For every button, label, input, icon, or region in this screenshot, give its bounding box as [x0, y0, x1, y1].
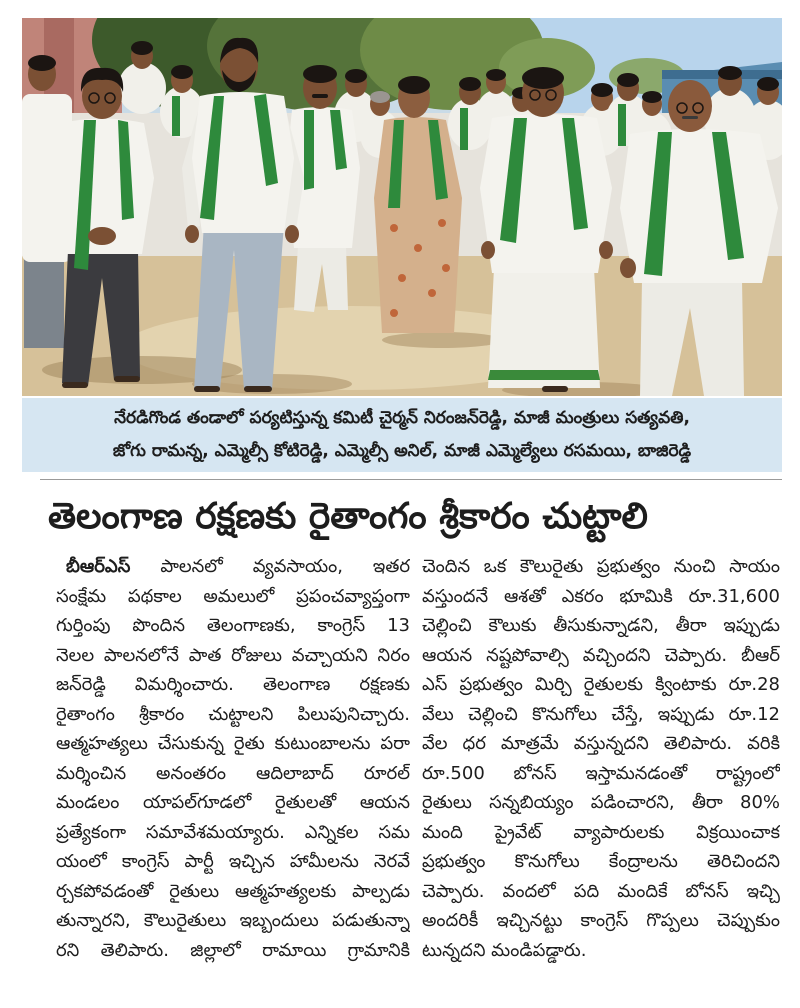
hair [345, 69, 367, 83]
news-photo [22, 18, 782, 396]
saree-pattern [438, 219, 446, 227]
shadow [382, 332, 502, 348]
article-line: టున్నదని మండిపడ్డారు. [422, 939, 587, 961]
article-line: వేల ధర మాత్రమే వస్తున్నదని తెలిపారు. వరికి [422, 733, 780, 754]
hand [285, 225, 299, 243]
foot [194, 386, 220, 392]
shirt [480, 114, 612, 273]
article-line: చెల్లించి కౌలుకు తీసుకున్నాడని, తీరా ఇప్పుడు [422, 615, 780, 636]
article-line: నెలల పాలనలోనే పాత రోజులు వచ్చాయని నిరం [56, 644, 410, 666]
saree-pattern [398, 274, 406, 282]
caption-line: నేరడిగొండ తండాలో పర్యటిస్తున్న కమిటీ చైర్మన్ నిరంజన్‌రెడ్డి, మాజీ మంత్రులు సత్యవతి, [114, 408, 690, 428]
caption-line: జోగు రామన్న, ఎమ్మెల్సీ కోటిరెడ్డి, ఎమ్మెల్సీ అనిల్, మాజీ ఎమ్మెల్యేలు రసమయి, బాజిరెడ్డి [112, 441, 692, 461]
shirt [620, 129, 778, 283]
article-line: చెందిన ఒక కౌలురైతు ప్రభుత్వం నుంచి సాయం [422, 556, 780, 577]
saree-pattern [390, 309, 398, 317]
foot [114, 376, 140, 382]
hand [88, 227, 116, 245]
hair [398, 76, 430, 94]
hand [481, 241, 495, 259]
scarf [172, 96, 180, 136]
head [668, 80, 712, 132]
hair [28, 55, 56, 71]
article-line: ప్రభుత్వం కొనుగోలు కేంద్రాలను తెరిచిందని [422, 851, 780, 872]
headline: తెలంగాణ రక్షణకు రైతాంగం శ్రీకారం చుట్టాలి [48, 496, 648, 537]
article-line: ఆత్మహత్యలు చేసుకున్న రైతు కుటుంబాలను పరా [56, 733, 410, 754]
hair [459, 77, 481, 91]
saree-pattern [442, 264, 450, 272]
article-line: సంక్షేమ పథకాల అమలులో ప్రపంచవ్యాప్తంగా [56, 585, 410, 607]
article-line: తున్నారని, కౌలురైతులు ఇబ్బందులు పడుతున్నా [56, 910, 410, 931]
article-line: వేలు చెల్లించి కొనుగోలు చేస్తే, ఇప్పుడు రూ.12 [422, 703, 780, 725]
saree [374, 117, 462, 333]
article-line: అందరికీ ఇచ్చినట్టు కాంగ్రెస్ గొప్పలు చెప్పుకుం [422, 910, 780, 931]
scarf [618, 104, 626, 146]
article-line: రని తెలిపారు. జిల్లాలో రామాయి గ్రామానికి [56, 939, 410, 961]
dhoti-border [488, 370, 600, 380]
article-line: ర్చకపోవడంతో రైతులు ఆత్మహత్యలకు పాల్పడు [56, 880, 410, 902]
article-line: జన్‌రెడ్డి విమర్శించారు. తెలంగాణ రక్షణకు [56, 674, 410, 695]
hand [620, 258, 636, 278]
hair [617, 73, 639, 87]
hair [370, 91, 390, 103]
article-line-text: పాలనలో వ్యవసాయం, ఇతర [160, 556, 410, 577]
mustache [682, 116, 698, 119]
article-line: ఆయన నష్టపోవాల్సి వచ్చిందని చెప్పారు. బీఆర్ [422, 644, 780, 666]
hair [486, 69, 506, 81]
hand [599, 241, 613, 259]
hair [591, 83, 613, 97]
hair [303, 65, 337, 83]
article-line: మర్శించిన అనంతరం ఆదిలాబాద్ రూరల్ [56, 762, 410, 784]
article-column-left [56, 552, 410, 965]
article-line: వస్తుందనే ఆశతో ఎకరం భూమికి రూ.31,600 [422, 585, 780, 607]
article-line: రైతాంగం శ్రీకారం చుట్టాలని పిలుపునిచ్చారు. [56, 703, 410, 725]
hair [131, 41, 153, 55]
saree-pattern [414, 244, 422, 252]
hair [171, 65, 193, 79]
pants [24, 256, 64, 348]
article-line: రూ.500 బోనస్ ఇస్తామనడంతో రాష్ట్రంలో [422, 762, 780, 784]
foot [542, 386, 568, 392]
hair [718, 66, 742, 80]
photo-caption [22, 398, 782, 472]
scarf [304, 110, 314, 190]
article-line: మంది ప్రైవేట్ వ్యాపారులకు విక్రయించాక [422, 821, 780, 843]
article-column-right [422, 552, 780, 965]
hand [185, 225, 199, 243]
article-line: ఎస్ ప్రభుత్వం మిర్చి రైతులకు క్వింటాకు రూ.28 [422, 674, 780, 695]
article-line: మండలం యాపల్‌గూడలో రైతులతో ఆయన [56, 792, 410, 813]
article-lead-word: బీఆర్ఎస్ [66, 556, 131, 577]
hair [757, 77, 779, 91]
article-line: యంలో కాంగ్రెస్ పార్టీ ఇచ్చిన హామీలను నెరవే [56, 851, 410, 872]
shoulders [118, 62, 166, 114]
article-line: గుర్తింపు పొందిన తెలంగాణకు, కాంగ్రెస్ 13 [56, 615, 410, 636]
foot [62, 382, 88, 388]
article-line: ప్రత్యేకంగా సమావేశమయ్యారు. ఎన్నికల సమ [56, 821, 410, 843]
saree-pattern [428, 289, 436, 297]
divider-rule [40, 479, 782, 480]
hair [642, 91, 662, 103]
article-line [56, 552, 410, 582]
foot [244, 386, 272, 392]
hair [522, 67, 564, 89]
mustache [312, 94, 328, 98]
article-line: రైతులు సన్నబియ్యం పడించారని, తీరా 80% [422, 792, 780, 813]
article-line: చెప్పారు. వందలో పది మందికే బోనస్ ఇచ్చి [422, 880, 780, 902]
scarf [460, 108, 468, 150]
saree-pattern [390, 224, 398, 232]
